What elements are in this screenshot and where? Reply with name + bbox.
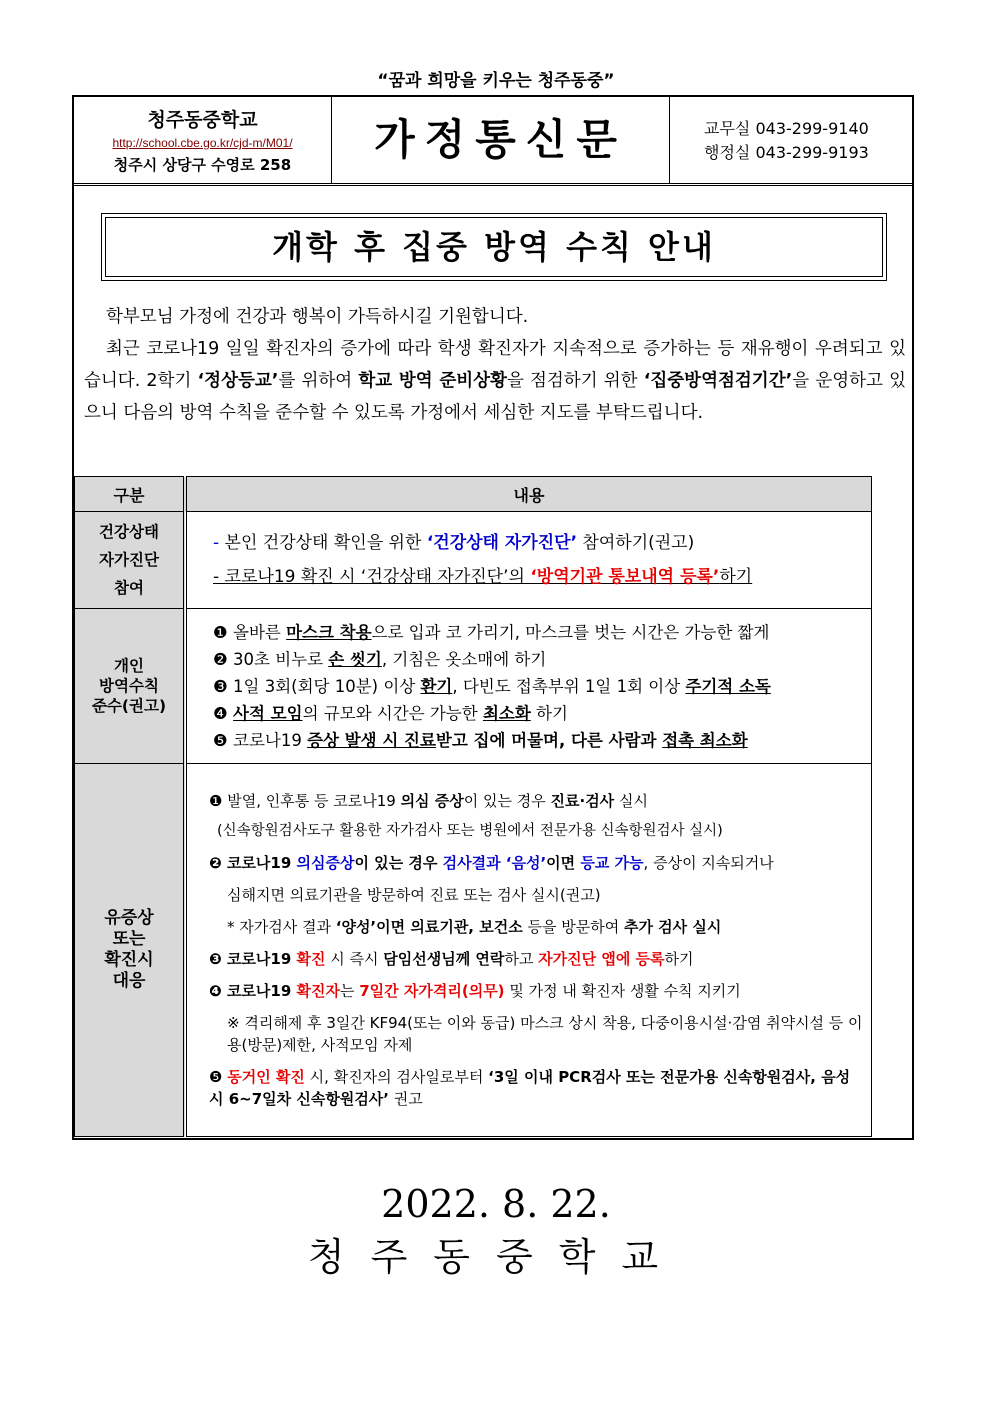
- school-name: 청주동중학교: [147, 109, 258, 131]
- table-row: [75, 609, 872, 764]
- intro-body: 최근 코로나19 일일 확진자의 증가에 따라 학생 확진자가 지속적으로 증가하는 등 재유행이 우려되고 있습니다. 2학기 ‘정상등교’를 위하여 학교 방역 준비상황을 점검하기 위한 ‘집중방역점검기간’을 운영하고 있으니 다음의 방역 수칙을 준수할 수 있도록 가정에서 세심한 지도를 부탁드립니다.: [84, 339, 906, 423]
- table-header-row: [75, 477, 872, 512]
- letterhead: [74, 97, 912, 186]
- contact-academic-office: 교무실 043-299-9140: [704, 119, 869, 138]
- notice-title: 개학 후 집중 방역 수칙 안내: [105, 217, 883, 277]
- notice-title-box: [101, 213, 887, 281]
- school-motto: “꿈과 희망을 키우는 청주동중”: [377, 71, 615, 91]
- intro-text: [84, 301, 906, 429]
- school-info: [74, 97, 332, 183]
- header-content: 내용: [185, 477, 872, 512]
- school-signature: 청주동중학교: [307, 1235, 685, 1279]
- contact-info: [670, 97, 912, 183]
- category-personal-rules: 개인 방역수칙 준수(권고): [75, 609, 186, 764]
- issue-date: 2022. 8. 22.: [381, 1182, 611, 1226]
- newsletter-frame: [72, 95, 914, 1140]
- table-row: [75, 764, 872, 1137]
- intro-greeting: 학부모님 가정에 건강과 행복이 가득하시길 기원합니다.: [106, 307, 529, 327]
- category-symptom-response: 유증상 또는 확진시 대응: [75, 764, 186, 1137]
- guideline-table: [74, 476, 872, 1137]
- school-address: 청주시 상당구 수영로 258: [113, 156, 292, 174]
- category-self-diagnosis: 건강상태 자가진단 참여: [75, 512, 186, 609]
- table-row: [75, 512, 872, 609]
- content-self-diagnosis: - 본인 건강상태 확인을 위한 ‘건강상태 자가진단’ 참여하기(권고) - 코로나19 확진 시 ‘건강상태 자가진단’의 ‘방역기관 통보내역 등록’하기: [185, 512, 872, 609]
- doc-title: 가정통신문: [374, 115, 627, 164]
- content-personal-rules: ❶ 올바른 마스크 착용으로 입과 코 가리기, 마스크를 벗는 시간은 가능한 짧게 ❷ 30초 비누로 손 씻기, 기침은 옷소매에 하기 ❸ 1일 3회(회당 10분) 이상 환기, 다빈도 접촉부위 1일 1회 이상 주기적 소독 ❹ 사적 모임의 규모와 시간은 가능한 최소화 하기 ❺ 코로나19 증상 발생 시 진료받고 집에 머물며, 다른 사람과 접촉 최소화: [185, 609, 872, 764]
- school-url-link[interactable]: http://school.cbe.go.kr/cjd-m/M01/: [112, 136, 293, 150]
- content-symptom-response: ❶ 발열, 인후통 등 코로나19 의심 증상이 있는 경우 진료·검사 실시 (신속항원검사도구 활용한 자가검사 또는 병원에서 전문가용 신속항원검사 실시) ❷ 코로나19 의심증상이 있는 경우 검사결과 ‘음성’이면 등교 가능, 증상이 지속되거나 심해지면 의료기관을 방문하여 진료 또는 검사 실시(권고) * 자가검사 결과 ‘양성’이면 의료기관, 보건소 등을 방문하여 추가 검사 실시 ❸ 코로나19 확진 시 즉시 담임선생님께 연락하고 자가진단 앱에 등록하기 ❹ 코로나19 확진자는 7일간 자가격리(의무) 및 가정 내 확진자 생활 수칙 지키기 ※ 격리해제 후 3일간 KF94(또는 이와 동급) 마스크 상시 착용, 다중이용시설·감염 취약시설 등 이용(방문)제한, 사적모임 자제 ❺ 동거인 확진 시, 확진자의 검사일로부터 ‘3일 이내 PCR검사 또는 전문가용 신속항원검사, 음성 시 6~7일차 신속항원검사’ 권고: [185, 764, 872, 1137]
- doc-title-cell: [332, 97, 670, 183]
- header-category: 구분: [75, 477, 186, 512]
- contact-admin-office: 행정실 043-299-9193: [704, 143, 869, 162]
